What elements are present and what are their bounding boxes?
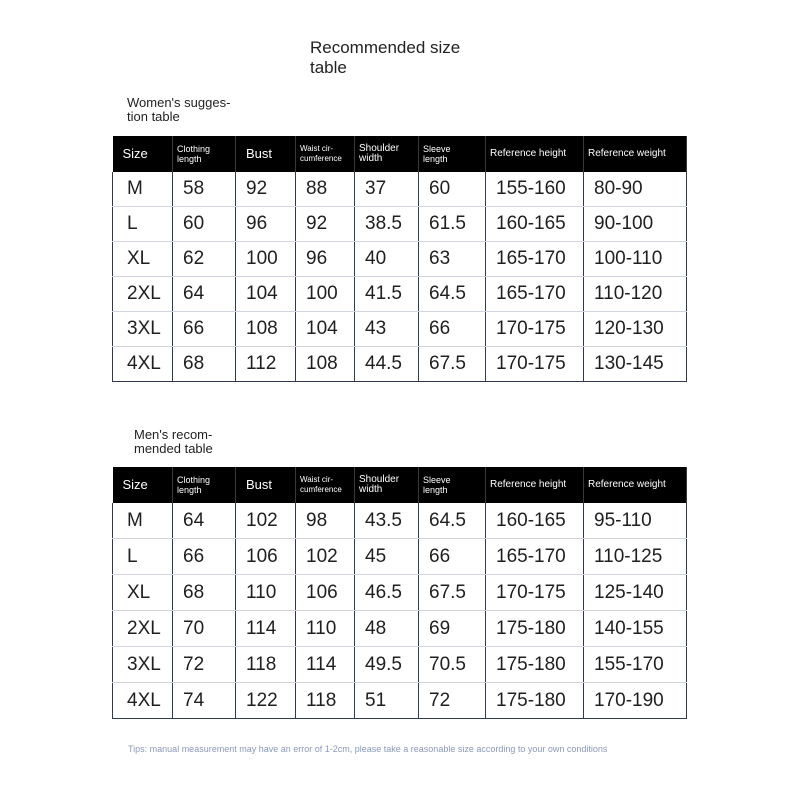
women-title-line2: tion table: [127, 109, 180, 124]
header-waist-circumference: Waist cir- cumference: [296, 136, 355, 172]
cell-reference-weight: 110-125: [584, 539, 687, 575]
cell-sleeve-length: 67.5: [419, 347, 486, 382]
cell-clothing-length: 68: [173, 347, 236, 382]
cell-reference-height: 165-170: [486, 277, 584, 312]
women-header-row: [113, 136, 687, 172]
cell-bust: 112: [236, 347, 296, 382]
cell-bust: 102: [236, 503, 296, 539]
table-row: [113, 539, 687, 575]
cell-size: XL: [113, 575, 173, 611]
cell-size: 2XL: [113, 277, 173, 312]
cell-sleeve-length: 67.5: [419, 575, 486, 611]
cell-size: 2XL: [113, 611, 173, 647]
cell-reference-height: 175-180: [486, 611, 584, 647]
cell-shoulder-width: 51: [355, 683, 419, 719]
table-row: [113, 647, 687, 683]
header-reference-weight: Reference weight: [584, 467, 687, 503]
header-size: Size: [113, 467, 173, 503]
header-clothing-length: Clothing length: [173, 467, 236, 503]
cell-waist-circumference: 102: [296, 539, 355, 575]
cell-clothing-length: 74: [173, 683, 236, 719]
cell-size: XL: [113, 242, 173, 277]
cell-waist-circumference: 96: [296, 242, 355, 277]
cell-bust: 108: [236, 312, 296, 347]
cell-sleeve-length: 72: [419, 683, 486, 719]
cell-shoulder-width: 48: [355, 611, 419, 647]
women-table-body: [113, 172, 687, 382]
header-bust: Bust: [236, 136, 296, 172]
cell-bust: 100: [236, 242, 296, 277]
cell-clothing-length: 62: [173, 242, 236, 277]
cell-clothing-length: 60: [173, 207, 236, 242]
cell-reference-weight: 130-145: [584, 347, 687, 382]
header-size: Size: [113, 136, 173, 172]
cell-clothing-length: 70: [173, 611, 236, 647]
table-row: [113, 242, 687, 277]
header-sleeve-length: Sleeve length: [419, 136, 486, 172]
cell-reference-height: 175-180: [486, 647, 584, 683]
table-row: [113, 575, 687, 611]
cell-reference-weight: 125-140: [584, 575, 687, 611]
cell-waist-circumference: 104: [296, 312, 355, 347]
table-row: [113, 172, 687, 207]
cell-reference-height: 160-165: [486, 207, 584, 242]
cell-reference-weight: 90-100: [584, 207, 687, 242]
cell-reference-weight: 100-110: [584, 242, 687, 277]
cell-shoulder-width: 44.5: [355, 347, 419, 382]
cell-bust: 114: [236, 611, 296, 647]
cell-sleeve-length: 69: [419, 611, 486, 647]
cell-reference-height: 165-170: [486, 539, 584, 575]
cell-waist-circumference: 118: [296, 683, 355, 719]
cell-clothing-length: 58: [173, 172, 236, 207]
men-size-table: [112, 467, 687, 719]
women-size-table: [112, 136, 687, 382]
cell-size: 3XL: [113, 312, 173, 347]
cell-clothing-length: 72: [173, 647, 236, 683]
cell-clothing-length: 66: [173, 539, 236, 575]
header-shoulder-width: Shoulder width: [355, 467, 419, 503]
header-waist-circumference: Waist cir- cumference: [296, 467, 355, 503]
page-title: [310, 38, 510, 78]
cell-size: M: [113, 503, 173, 539]
table-row: [113, 277, 687, 312]
men-title-line1: Men's recom-: [134, 427, 213, 442]
cell-size: 4XL: [113, 347, 173, 382]
table-row: [113, 611, 687, 647]
cell-bust: 122: [236, 683, 296, 719]
cell-sleeve-length: 64.5: [419, 503, 486, 539]
cell-clothing-length: 64: [173, 277, 236, 312]
header-reference-height: Reference height: [486, 136, 584, 172]
cell-shoulder-width: 38.5: [355, 207, 419, 242]
table-row: [113, 503, 687, 539]
cell-waist-circumference: 110: [296, 611, 355, 647]
cell-reference-height: 175-180: [486, 683, 584, 719]
page-title-line1: Recommended size: [310, 38, 461, 57]
cell-reference-weight: 110-120: [584, 277, 687, 312]
cell-shoulder-width: 49.5: [355, 647, 419, 683]
cell-reference-weight: 80-90: [584, 172, 687, 207]
cell-sleeve-length: 63: [419, 242, 486, 277]
cell-clothing-length: 66: [173, 312, 236, 347]
cell-waist-circumference: 88: [296, 172, 355, 207]
cell-size: L: [113, 539, 173, 575]
cell-size: L: [113, 207, 173, 242]
cell-shoulder-width: 40: [355, 242, 419, 277]
table-row: [113, 683, 687, 719]
table-row: [113, 207, 687, 242]
cell-bust: 96: [236, 207, 296, 242]
cell-sleeve-length: 66: [419, 312, 486, 347]
cell-bust: 92: [236, 172, 296, 207]
men-header-row: [113, 467, 687, 503]
cell-clothing-length: 64: [173, 503, 236, 539]
cell-shoulder-width: 45: [355, 539, 419, 575]
cell-waist-circumference: 106: [296, 575, 355, 611]
men-table-title: [134, 428, 213, 456]
cell-bust: 118: [236, 647, 296, 683]
table-row: [113, 312, 687, 347]
cell-reference-weight: 155-170: [584, 647, 687, 683]
header-shoulder-width: Shoulder width: [355, 136, 419, 172]
cell-size: 3XL: [113, 647, 173, 683]
measurement-tip: Tips: manual measurement may have an error of 1-2cm, please take a reasonable size according to your own conditions: [128, 744, 608, 754]
cell-reference-height: 170-175: [486, 312, 584, 347]
cell-sleeve-length: 70.5: [419, 647, 486, 683]
cell-size: M: [113, 172, 173, 207]
header-reference-weight: Reference weight: [584, 136, 687, 172]
header-sleeve-length: Sleeve length: [419, 467, 486, 503]
women-title-line1: Women's sugges-: [127, 95, 231, 110]
cell-waist-circumference: 98: [296, 503, 355, 539]
cell-bust: 110: [236, 575, 296, 611]
cell-reference-weight: 120-130: [584, 312, 687, 347]
cell-reference-weight: 170-190: [584, 683, 687, 719]
cell-shoulder-width: 37: [355, 172, 419, 207]
cell-waist-circumference: 100: [296, 277, 355, 312]
men-table-body: [113, 503, 687, 719]
women-table-title: [127, 96, 230, 124]
header-reference-height: Reference height: [486, 467, 584, 503]
cell-bust: 106: [236, 539, 296, 575]
cell-reference-height: 155-160: [486, 172, 584, 207]
cell-sleeve-length: 64.5: [419, 277, 486, 312]
cell-reference-height: 170-175: [486, 347, 584, 382]
header-clothing-length: Clothing length: [173, 136, 236, 172]
cell-shoulder-width: 43.5: [355, 503, 419, 539]
cell-shoulder-width: 43: [355, 312, 419, 347]
cell-reference-height: 160-165: [486, 503, 584, 539]
cell-shoulder-width: 46.5: [355, 575, 419, 611]
cell-sleeve-length: 60: [419, 172, 486, 207]
cell-waist-circumference: 92: [296, 207, 355, 242]
cell-sleeve-length: 66: [419, 539, 486, 575]
cell-shoulder-width: 41.5: [355, 277, 419, 312]
cell-clothing-length: 68: [173, 575, 236, 611]
cell-bust: 104: [236, 277, 296, 312]
cell-reference-weight: 95-110: [584, 503, 687, 539]
table-row: [113, 347, 687, 382]
men-title-line2: mended table: [134, 441, 213, 456]
header-bust: Bust: [236, 467, 296, 503]
cell-reference-height: 170-175: [486, 575, 584, 611]
cell-sleeve-length: 61.5: [419, 207, 486, 242]
cell-size: 4XL: [113, 683, 173, 719]
page-title-line2: table: [310, 58, 347, 77]
cell-reference-height: 165-170: [486, 242, 584, 277]
cell-waist-circumference: 108: [296, 347, 355, 382]
cell-reference-weight: 140-155: [584, 611, 687, 647]
cell-waist-circumference: 114: [296, 647, 355, 683]
